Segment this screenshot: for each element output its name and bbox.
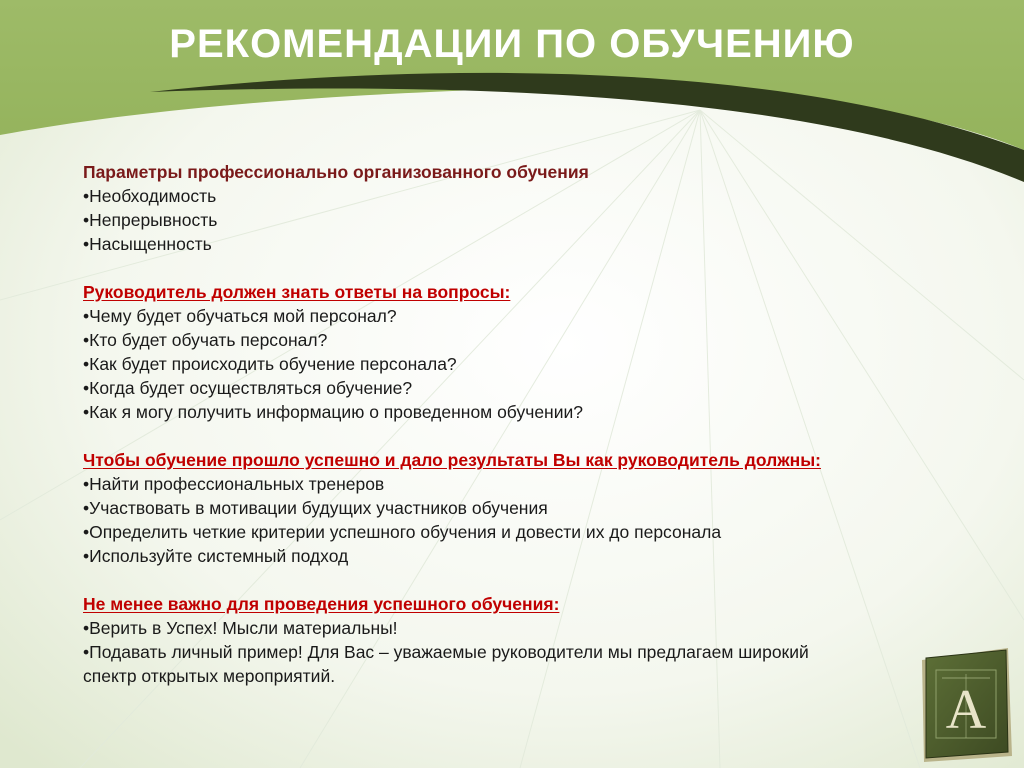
list-item: •Непрерывность (83, 210, 218, 230)
section-also-important (83, 592, 843, 688)
list-item: •Кто будет обучать персонал? (83, 330, 328, 350)
section-heading: Чтобы обучение прошло успешно и дало результаты Вы как руководитель должны: (83, 450, 821, 470)
book-logo-icon (916, 648, 1016, 762)
section-heading: Не менее важно для проведения успешного обучения: (83, 594, 560, 614)
slide-content (83, 160, 843, 712)
list-item: •Верить в Успех! Мысли материальны! (83, 618, 398, 638)
list-item: •Используйте системный подход (83, 546, 349, 566)
section-training-parameters (83, 160, 843, 256)
list-item: •Найти профессиональных тренеров (83, 474, 385, 494)
list-item: •Как я могу получить информацию о проведенном обучении? (83, 402, 583, 422)
slide-title: РЕКОМЕНДАЦИИ ПО ОБУЧЕНИЮ (169, 22, 855, 66)
list-item: •Как будет происходить обучение персонала? (83, 354, 457, 374)
list-item: •Определить четкие критерии успешного обучения и довести их до персонала (83, 522, 722, 542)
list-item: •Необходимость (83, 186, 217, 206)
list-item: •Когда будет осуществляться обучение? (83, 378, 413, 398)
section-heading: Параметры профессионально организованного обучения (83, 162, 589, 182)
section-heading: Руководитель должен знать ответы на вопросы: (83, 282, 511, 302)
section-manager-duties (83, 448, 843, 568)
list-item: •Насыщенность (83, 234, 212, 254)
list-item: •Чему будет обучаться мой персонал? (83, 306, 397, 326)
book-logo-letter: A (945, 679, 987, 741)
section-manager-questions (83, 280, 843, 424)
list-item: •Подавать личный пример! Для Вас – уважаемые руководители мы предлагаем широкий спектр открытых мероприятий. (83, 642, 809, 686)
list-item: •Участвовать в мотивации будущих участников обучения (83, 498, 548, 518)
